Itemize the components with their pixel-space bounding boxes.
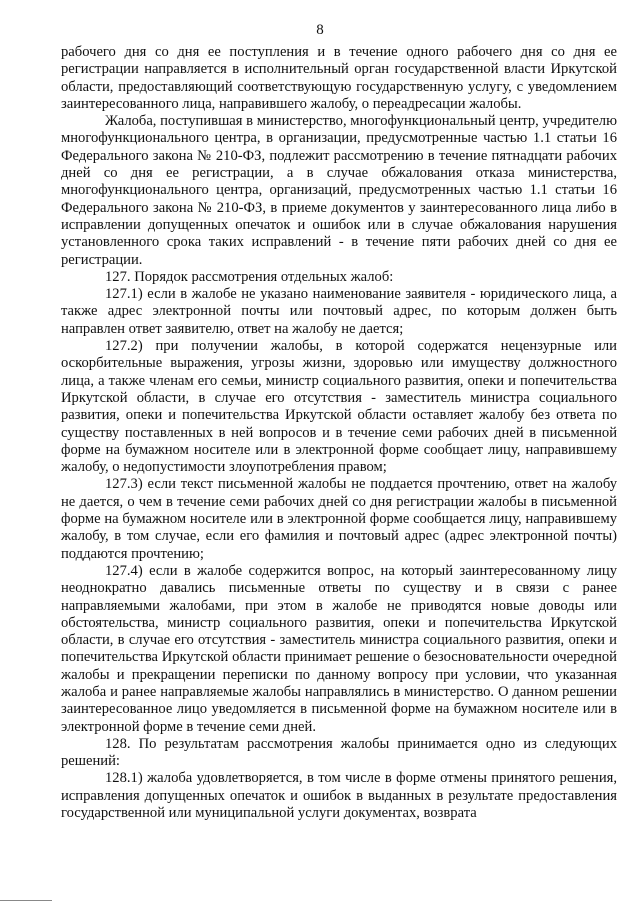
paragraph-127-4: 127.4) если в жалобе содержится вопрос, на который заинтересованному лицу неоднократно давались письменные ответы по существу и в связи с ранее направляемыми жалобами, при этом в жалобе не приводятся новые доводы или обстоятельства, министр социального развития, опеки и попечительства Иркутской области, в случае его отсутствия - заместитель министра социального развития, опеки и попечительства Иркутской области принимает решение о безосновательности очередной жалобы и прекращении переписки по данному вопросу при условии, что указанная жалоба и ранее направляемые жалобы направлялись в министерство. О данном решении заинтересованное лицо уведомляется в письменной форме на бумажном носителе или в электронной форме в течение семи дней. (61, 562, 617, 735)
paragraph-127-2: 127.2) при получении жалобы, в которой содержатся нецензурные или оскорбительные выражения, угрозы жизни, здоровью или имуществу должностного лица, а также членам его семьи, министр социального развития, опеки и попечительства Иркутской области, в случае его отсутствия - заместитель министра социального развития, опеки и попечительства Иркутской области оставляет жалобу без ответа по существу поставленных в ней вопросов и в течение семи рабочих дней в письменной форме на бумажном носителе или в электронной форме сообщает лицу, направившему жалобу, о недопустимости злоупотребления правом; (61, 338, 617, 476)
paragraph-continued: рабочего дня со дня ее поступления и в течение одного рабочего дня со дня ее регистрации направляется в исполнительный орган государственной власти Иркутской области, предоставляющий соответствующую государственную услугу, с уведомлением заинтересованного лица, направившего жалобу, о переадресации жалобы. (61, 44, 617, 112)
paragraph-127-3: 127.3) если текст письменной жалобы не поддается прочтению, ответ на жалобу не дается, о чем в течение семи рабочих дней со дня регистрации жалобы в письменной форме на бумажном носителе или в электронной форме сообщается лицу, направившему жалобу, в том случае, если его фамилия и почтовый адрес (адрес электронной почты) поддаются прочтению; (61, 476, 617, 562)
paragraph-127: 127. Порядок рассмотрения отдельных жалоб: (105, 268, 394, 285)
paragraph-128: 128. По результатам рассмотрения жалобы принимается одно из следующих решений: (61, 735, 617, 770)
document-body (61, 44, 617, 822)
page-number: 8 (316, 22, 324, 38)
footer-rule (0, 900, 52, 901)
paragraph-128-1: 128.1) жалоба удовлетворяется, в том числе в форме отмены принятого решения, исправления допущенных опечаток и ошибок в выданных в результате предоставления государственной или муниципальной услуги документах, возврата (61, 770, 617, 822)
paragraph-complaint-terms: Жалоба, поступившая в министерство, многофункциональный центр, учредителю многофункционального центра, в организации, предусмотренные частью 1.1 статьи 16 Федерального закона № 210-ФЗ, подлежит рассмотрению в течение пятнадцати рабочих дней со дня ее регистрации, а в случае обжалования отказа министерства, многофункционального центра, организаций, предусмотренных частью 1.1 статьи 16 Федерального закона № 210-ФЗ, в приеме документов у заинтересованного лица либо в исправлении допущенных опечаток и ошибок или в случае обжалования нарушения установленного срока таких исправлений - в течение пяти рабочих дней со дня ее регистрации. (61, 113, 617, 268)
paragraph-127-1: 127.1) если в жалобе не указано наименование заявителя - юридического лица, а также адрес электронной почты или почтовый адрес, по которым должен быть направлен ответ заявителю, ответ на жалобу не дается; (61, 286, 617, 337)
